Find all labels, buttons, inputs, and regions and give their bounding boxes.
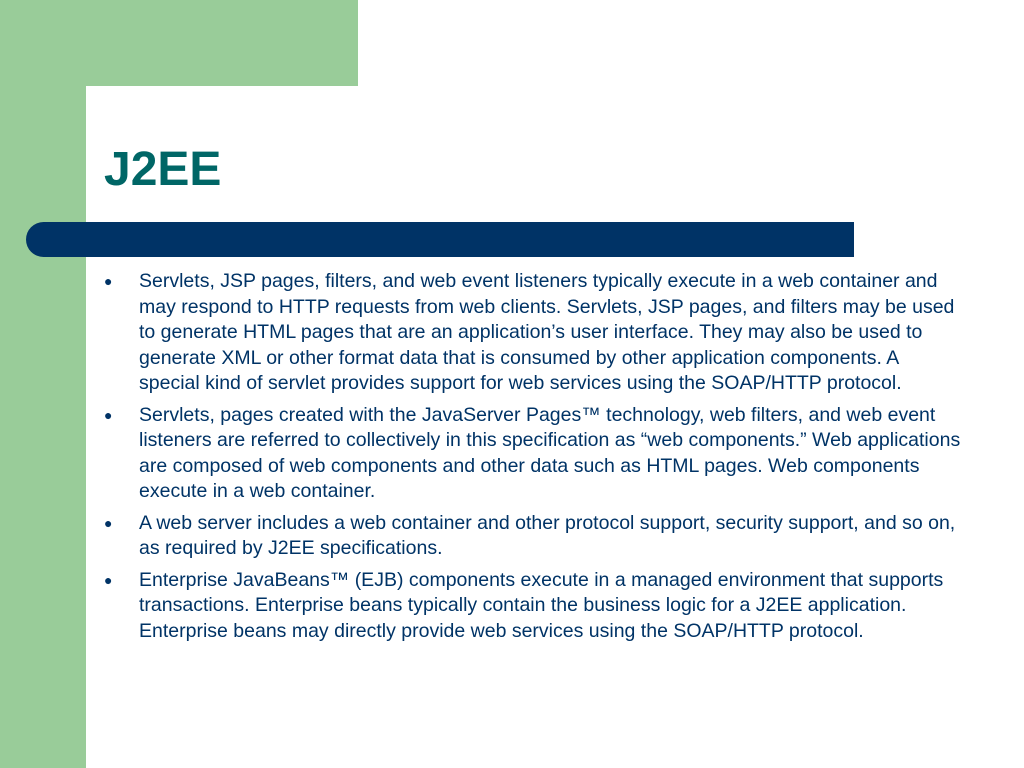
bullet-dot-icon: ● (104, 406, 113, 423)
bullet-text: Enterprise JavaBeans™ (EJB) components execute in a managed environment that supports transactions. Enterprise beans typically contain the business logic for a J2EE application. Enterprise beans may directly provide web services using the SOAP/HTTP protocol. (139, 568, 944, 642)
bullet-text: A web server includes a web container and other protocol support, security support, and so on, as required by J2EE specifications. (139, 511, 956, 559)
bullet-dot-icon: ● (104, 571, 113, 588)
bullet-list (104, 269, 964, 650)
bullet-item (104, 403, 964, 505)
bullet-dot-icon: ● (104, 273, 113, 289)
bullet-text: Servlets, JSP pages, filters, and web event listeners typically execute in a web container and may respond to HTTP requests from web clients. Servlets, JSP pages, and filters may be used to generate HTML pages that are an application’s user interface. They may also be used to generate XML or other format data that is consumed by other application components. A special kind of servlet provides support for web services using the SOAP/HTTP protocol. (139, 270, 955, 394)
bullet-text: Servlets, pages created with the JavaServer Pages™ technology, web filters, and web event listeners are referred to collectively in this specification as “web components.” Web applications are composed of web components and other data such as HTML pages. Web components execute in a web container. (139, 403, 961, 502)
bullet-dot-icon: ● (104, 514, 113, 531)
bullet-item (104, 511, 964, 562)
title-underline-bar (26, 222, 854, 257)
green-band-top (0, 0, 358, 86)
bullet-item (104, 568, 964, 645)
slide-title: J2EE (104, 143, 222, 196)
bullet-item (104, 269, 964, 397)
green-sidebar-left (0, 0, 86, 768)
